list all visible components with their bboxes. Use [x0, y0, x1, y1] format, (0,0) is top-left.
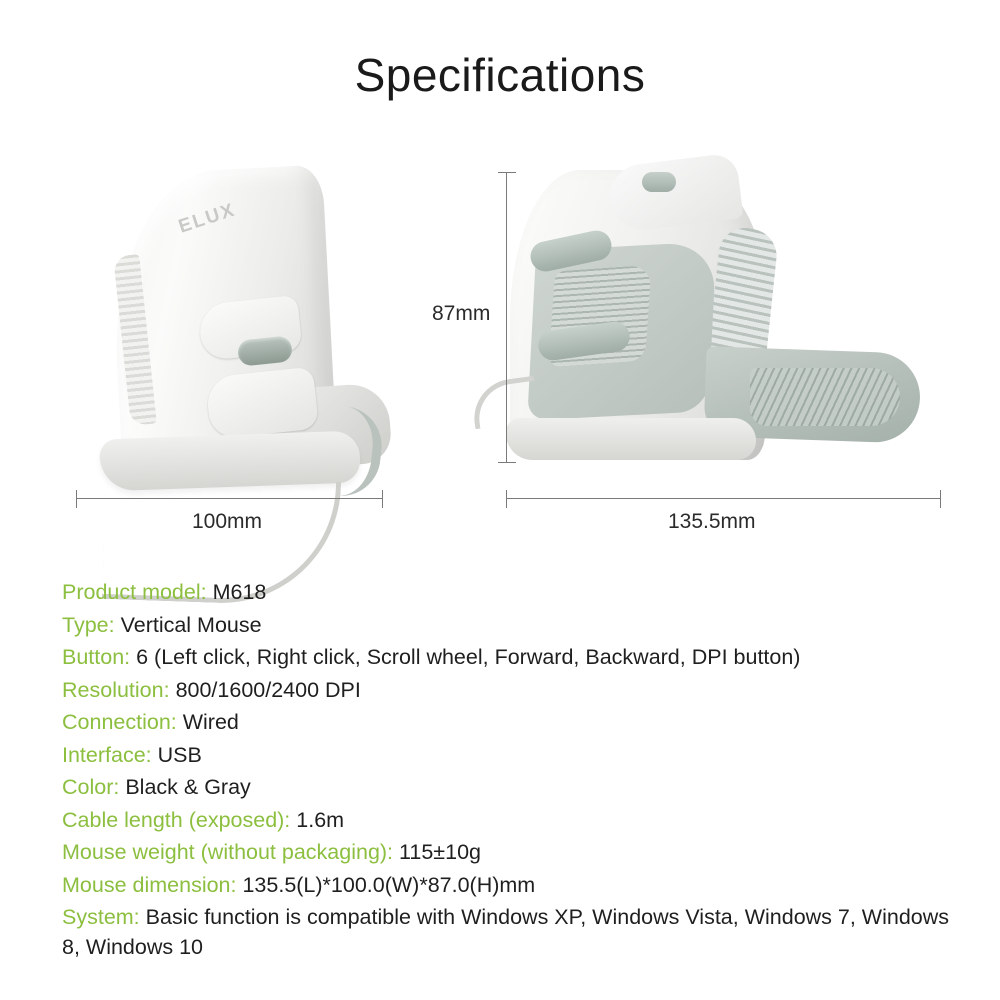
spec-value: 6 (Left click, Right click, Scroll wheel, Forward, Backward, DPI button) [136, 645, 801, 669]
spec-row [62, 903, 962, 962]
dimension-line-width-right [506, 498, 940, 499]
spec-row [62, 871, 962, 901]
dimension-label-width-left: 100mm [192, 510, 263, 533]
mouse-front-view-illustration [490, 150, 950, 520]
spec-key: Resolution: [62, 677, 170, 702]
spec-value: 115±10g [399, 840, 481, 864]
spec-row [62, 611, 962, 641]
product-figures [0, 140, 1000, 560]
dimension-tick-left-end [382, 490, 383, 508]
spec-value: Wired [182, 710, 239, 734]
page-title: Specifications [354, 49, 646, 101]
spec-key: Type: [62, 612, 115, 637]
spec-key: Button: [62, 645, 131, 669]
mouse-side-view-illustration [60, 160, 400, 520]
spec-row [62, 806, 962, 836]
dimension-line-width-left [76, 498, 382, 499]
specifications-list [62, 578, 962, 965]
brand-logo: ELUX [176, 199, 239, 238]
spec-value: 135.5(L)*100.0(W)*87.0(H)mm [242, 872, 536, 897]
dimension-tick-height-bottom [498, 462, 516, 463]
dimension-tick-right-end [940, 490, 941, 508]
spec-row [62, 708, 962, 738]
spec-key: Interface: [62, 742, 152, 767]
spec-row [62, 578, 962, 608]
dimension-label-height: 87mm [432, 302, 491, 325]
spec-row [62, 773, 962, 803]
spec-key: Mouse weight (without packaging): [62, 840, 394, 864]
spec-key: System: [62, 905, 140, 929]
mouse-palm-pad-texture [750, 368, 900, 426]
spec-value: 800/1600/2400 DPI [175, 677, 361, 702]
dimension-tick-right-start [506, 490, 507, 508]
mouse-base-plate-front [506, 418, 756, 460]
spec-key: Product model: [62, 580, 207, 604]
spec-key: Color: [62, 775, 120, 799]
dimension-label-width-right: 135.5mm [668, 510, 756, 533]
spec-row [62, 838, 962, 868]
spec-row [62, 741, 962, 771]
spec-value: M618 [212, 580, 267, 604]
dimension-tick-height-top [498, 172, 516, 173]
spec-value: 1.6m [296, 807, 345, 832]
spec-key: Cable length (exposed): [62, 807, 291, 832]
mouse-right-click-button [205, 367, 319, 440]
dpi-button [642, 172, 676, 192]
spec-value: USB [157, 742, 202, 767]
dimension-line-height [506, 172, 507, 462]
mouse-cable-front [469, 376, 540, 430]
spec-row [62, 643, 962, 673]
spec-key: Mouse dimension: [62, 872, 237, 897]
spec-value: Basic function is compatible with Windows XP, Windows Vista, Windows 7, Windows 8, Windows 10 [62, 905, 950, 959]
spec-value: Black & Gray [125, 775, 251, 799]
spec-value: Vertical Mouse [120, 612, 262, 637]
spec-row [62, 676, 962, 706]
spec-key: Connection: [62, 710, 177, 734]
dimension-tick-left-start [76, 490, 77, 508]
